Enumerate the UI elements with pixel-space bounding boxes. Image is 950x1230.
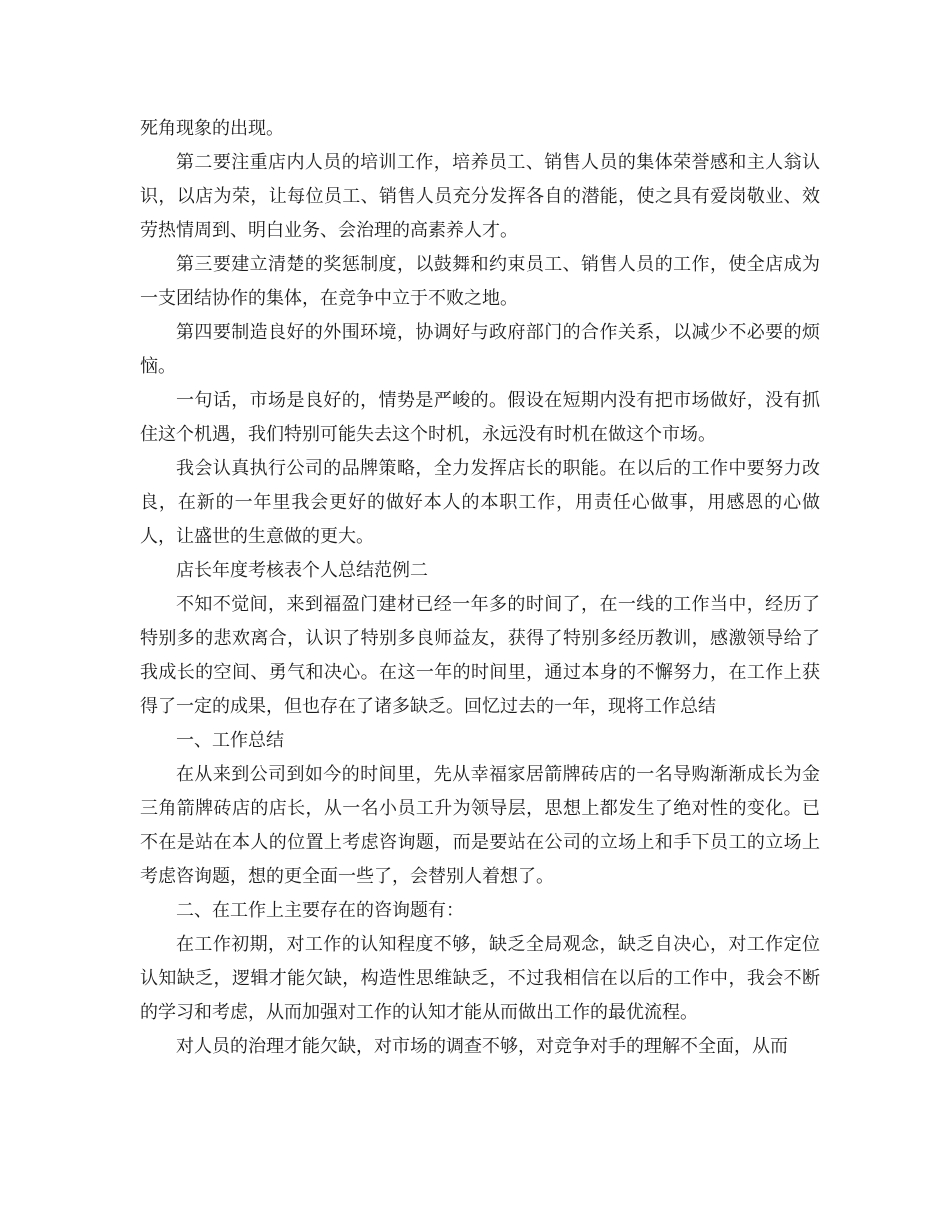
paragraph-management-issues: 对人员的治理才能欠缺，对市场的调查不够，对竞争对手的理解不全面，从而 xyxy=(176,1036,788,1057)
paragraph-staff-training: 第二要注重店内人员的培训工作，培养员工、销售人员的集体荣誉感和主人翁认识，以店为荣，让每位员工、销售人员充分发挥各自的潜能，使之具有爱岗敬业、效劳热情周到、明白业务、会治理的高素养人才。 xyxy=(140,152,820,241)
paragraph-continuation: 死角现象的出现。 xyxy=(140,118,284,139)
paragraph-market-summary: 一句话，市场是良好的，情势是严峻的。假设在短期内没有把市场做好，没有抓住这个机遇，我们特别可能失去这个时机，永远没有时机在做这个市场。 xyxy=(140,390,820,445)
paragraph-career-growth: 在从来到公司到如今的时间里，先从幸福家居箭牌砖店的一名导购渐渐成长为金三角箭牌砖店的店长，从一名小员工升为领导层，思想上都发生了绝对性的变化。已不在是站在本人的位置上考虑咨询题，而是要站在公司的立场上和手下员工的立场上考虑咨询题，想的更全面一些了，会替别人着想了。 xyxy=(140,764,820,887)
document-body xyxy=(140,112,820,1064)
paragraph-reward-system: 第三要建立清楚的奖惩制度，以鼓舞和约束员工、销售人员的工作，使全店成为一支团结协作的集体，在竞争中立于不败之地。 xyxy=(140,254,820,309)
paragraph-brand-strategy: 我会认真执行公司的品牌策略，全力发挥店长的职能。在以后的工作中要努力改良，在新的一年里我会更好的做好本人的本职工作，用责任心做事，用感恩的心做人，让盛世的生意做的更大。 xyxy=(140,458,820,547)
paragraph-early-work-issues: 在工作初期，对工作的认知程度不够，缺乏全局观念，缺乏自决心，对工作定位认知缺乏，逻辑才能欠缺，构造性思维缺乏，不过我相信在以后的工作中，我会不断的学习和考虑，从而加强对工作的认知才能从而做出工作的最优流程。 xyxy=(140,934,820,1023)
section-heading-work-summary: 一、工作总结 xyxy=(176,730,284,751)
section-heading-problems: 二、在工作上主要存在的咨询题有： xyxy=(176,900,464,921)
section-heading-example-two: 店长年度考核表个人总结范例二 xyxy=(176,560,428,581)
paragraph-external-environment: 第四要制造良好的外围环境，协调好与政府部门的合作关系，以减少不必要的烦恼。 xyxy=(140,322,820,377)
paragraph-introduction: 不知不觉间，来到福盈门建材已经一年多的时间了，在一线的工作当中，经历了特别多的悲欢离合，认识了特别多良师益友，获得了特别多经历教训，感激领导给了我成长的空间、勇气和决心。在这一年的时间里，通过本身的不懈努力，在工作上获得了一定的成果，但也存在了诸多缺乏。回忆过去的一年，现将工作总结 xyxy=(140,594,820,717)
